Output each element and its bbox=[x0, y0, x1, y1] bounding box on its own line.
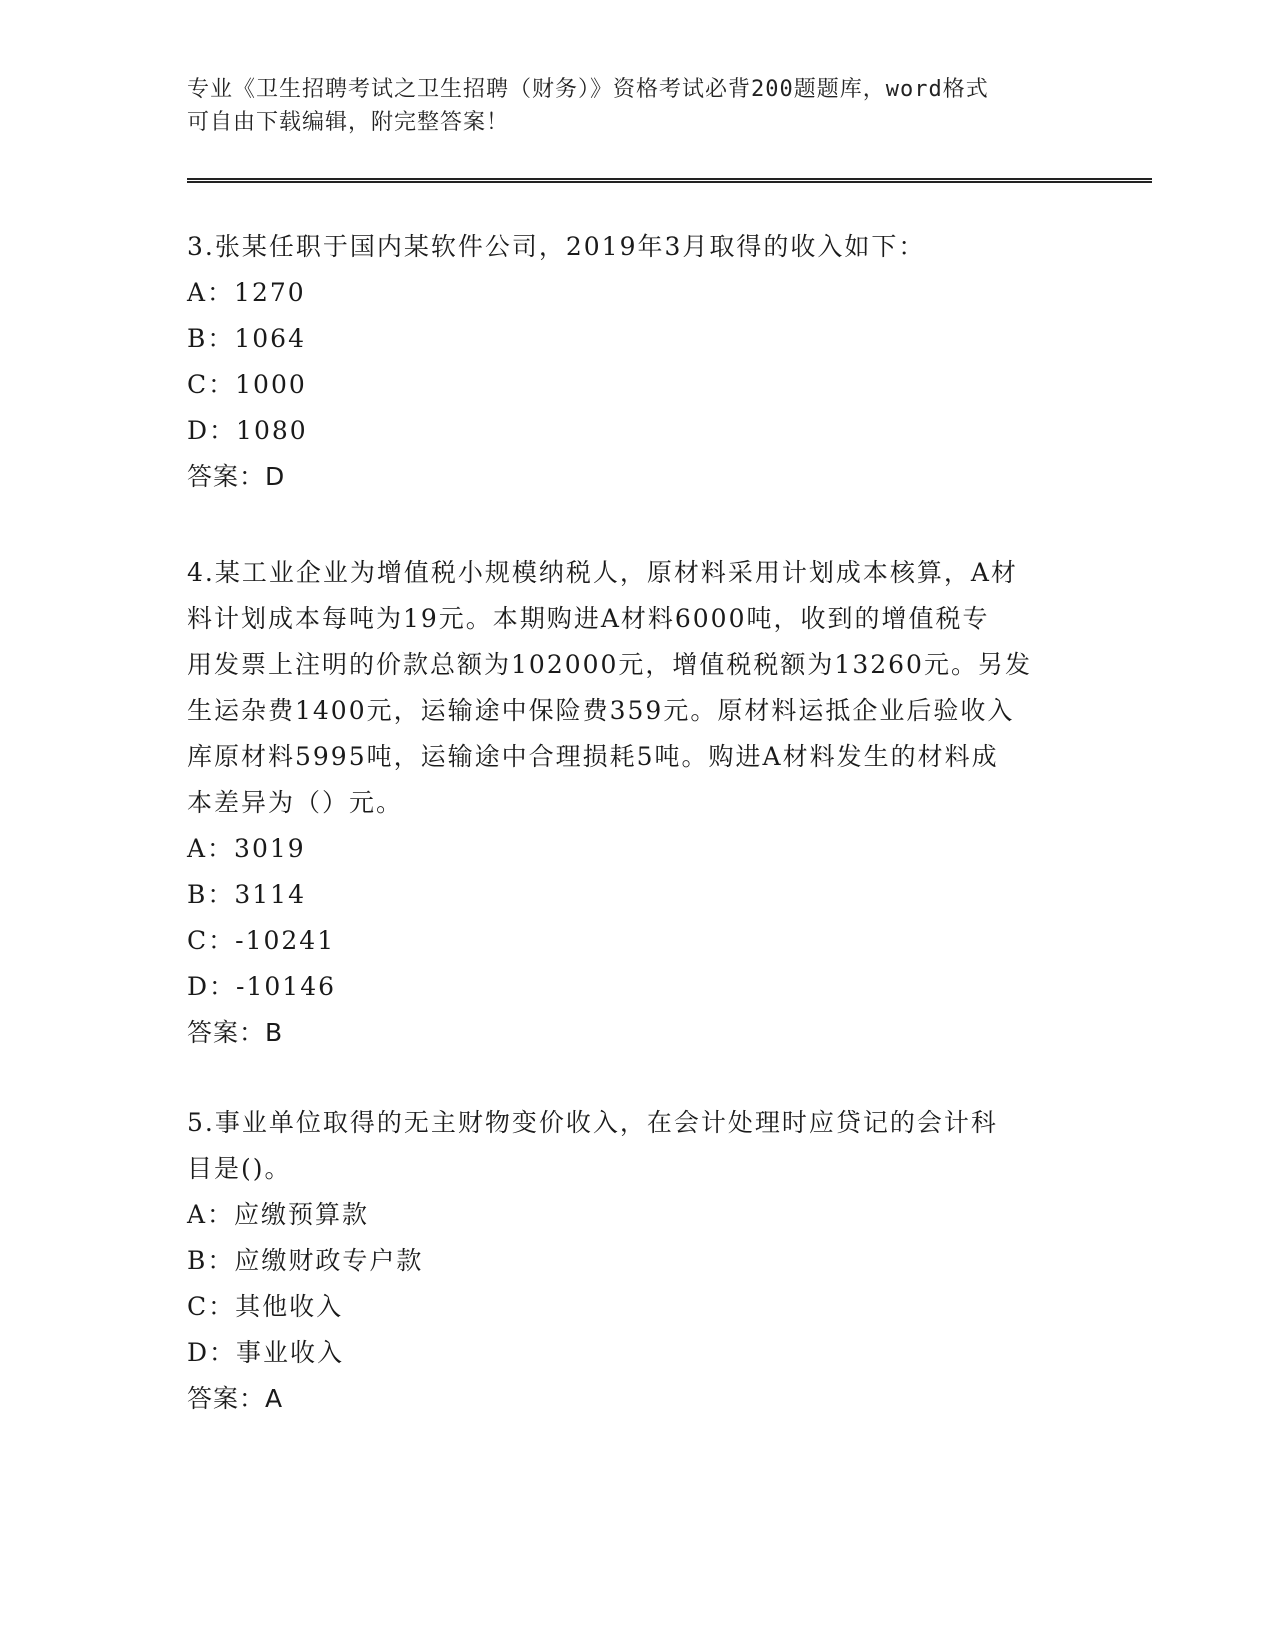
question-stem-line: 料计划成本每吨为19元。本期购进A材料6000吨，收到的增值税专 bbox=[187, 604, 990, 633]
option-c: C：1000 bbox=[187, 370, 307, 399]
question-3 bbox=[187, 224, 1087, 500]
option-c: C：其他收入 bbox=[187, 1292, 344, 1321]
question-stem: 3.张某任职于国内某软件公司，2019年3月取得的收入如下： bbox=[187, 232, 926, 261]
answer: 答案：A bbox=[187, 1384, 284, 1413]
option-a: A：3019 bbox=[187, 834, 306, 863]
option-a: A：应缴预算款 bbox=[187, 1200, 370, 1229]
question-stem-line: 本差异为（）元。 bbox=[187, 788, 404, 817]
header-title-line-2: 可自由下载编辑，附完整答案！ bbox=[187, 110, 510, 135]
question-stem-line: 库原材料5995吨，运输途中合理损耗5吨。购进A材料发生的材料成 bbox=[187, 742, 999, 771]
option-a: A：1270 bbox=[187, 278, 306, 307]
answer: 答案：D bbox=[187, 462, 286, 491]
question-stem-line: 用发票上注明的价款总额为102000元，增值税税额为13260元。另发 bbox=[187, 650, 1032, 679]
question-stem-line: 目是()。 bbox=[187, 1154, 292, 1183]
option-d: D：事业收入 bbox=[187, 1338, 345, 1367]
question-stem-line: 5.事业单位取得的无主财物变价收入，在会计处理时应贷记的会计科 bbox=[187, 1108, 998, 1137]
question-stem-line: 4.某工业企业为增值税小规模纳税人，原材料采用计划成本核算，A材 bbox=[187, 558, 1018, 587]
option-b: B：1064 bbox=[187, 324, 306, 353]
question-stem-line: 生运杂费1400元，运输途中保险费359元。原材料运抵企业后验收入 bbox=[187, 696, 1015, 725]
question-5 bbox=[187, 1100, 1087, 1422]
option-c: C：-10241 bbox=[187, 926, 336, 955]
document-header bbox=[187, 73, 1087, 139]
option-b: B：3114 bbox=[187, 880, 306, 909]
option-b: B：应缴财政专户款 bbox=[187, 1246, 424, 1275]
answer: 答案：B bbox=[187, 1018, 284, 1047]
header-title-line-1: 专业《卫生招聘考试之卫生招聘（财务）》资格考试必背200题题库，word格式 bbox=[187, 77, 989, 102]
option-d: D：1080 bbox=[187, 416, 308, 445]
header-divider bbox=[187, 178, 1152, 183]
question-4 bbox=[187, 550, 1087, 1056]
option-d: D：-10146 bbox=[187, 972, 337, 1001]
